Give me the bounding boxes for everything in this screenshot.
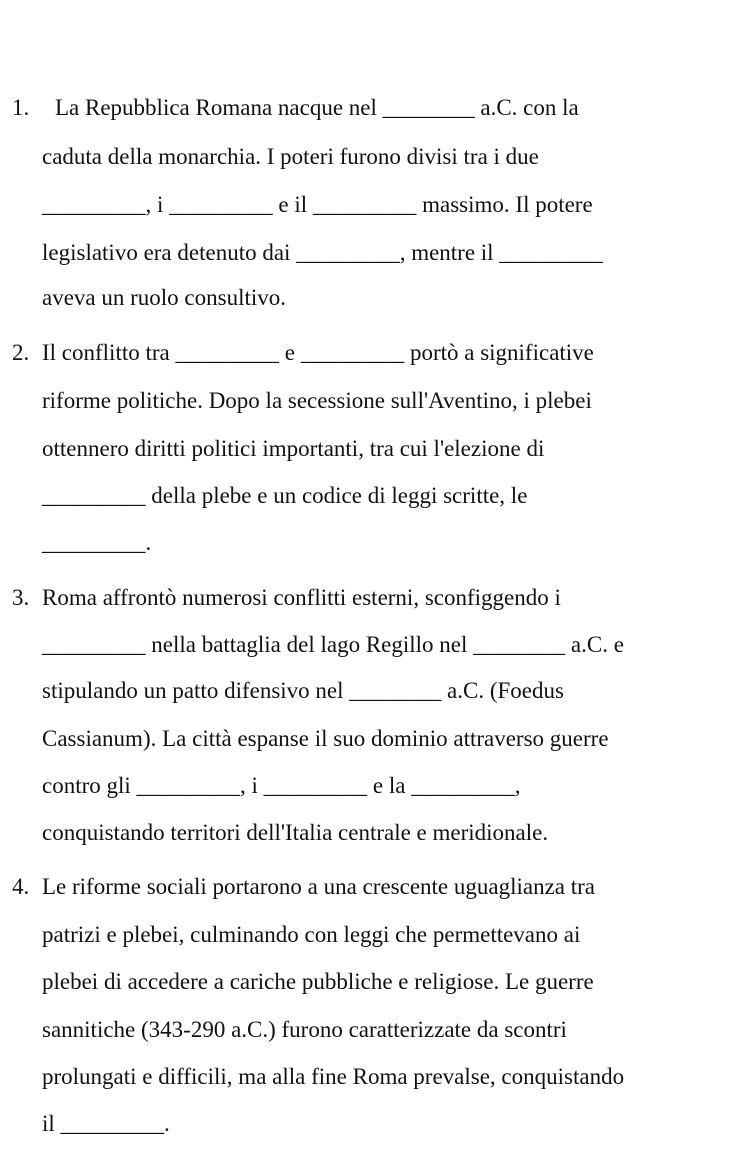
- item-line: caduta della monarchia. I poteri furono divisi tra i due: [42, 144, 539, 169]
- item-line: stipulando un patto difensivo nel ________ a.C. (Foedus: [42, 678, 564, 703]
- item-line: _________ della plebe e un codice di leggi scritte, le: [42, 483, 528, 508]
- item-line: contro gli _________, i _________ e la _________,: [42, 773, 521, 798]
- item-line: Roma affrontò numerosi conflitti esterni, sconfiggendo i: [42, 585, 561, 610]
- item-line: patrizi e plebei, culminando con leggi che permettevano ai: [42, 922, 581, 947]
- item-line: _________ nella battaglia del lago Regillo nel ________ a.C. e: [42, 632, 624, 657]
- item-line: prolungati e difficili, ma alla fine Roma prevalse, conquistando: [42, 1064, 625, 1089]
- item-line: _________, i _________ e il _________ massimo. Il potere: [42, 192, 593, 217]
- item-line: plebei di accedere a cariche pubbliche e religiose. Le guerre: [42, 969, 594, 994]
- item-number: 3.: [12, 585, 30, 610]
- item-line: Cassianum). La città espanse il suo dominio attraverso guerre: [42, 726, 609, 751]
- item-number: 1.: [12, 95, 30, 120]
- item-line: ottennero diritti politici importanti, tra cui l'elezione di: [42, 436, 545, 461]
- item-line: legislativo era detenuto dai _________, mentre il _________: [42, 240, 603, 265]
- item-line: Le riforme sociali portarono a una crescente uguaglianza tra: [42, 874, 596, 899]
- item-line: riforme politiche. Dopo la secessione sull'Aventino, i plebei: [42, 388, 592, 413]
- item-number: 2.: [12, 340, 30, 365]
- item-line: sannitiche (343-290 a.C.) furono caratterizzate da scontri: [42, 1017, 567, 1042]
- item-line: conquistando territori dell'Italia centrale e meridionale.: [42, 820, 549, 845]
- item-line: Il conflitto tra _________ e _________ portò a significative: [42, 340, 594, 365]
- item-line: il _________.: [42, 1111, 170, 1136]
- item-line: La Repubblica Romana nacque nel ________ a.C. con la: [55, 95, 579, 120]
- item-line: aveva un ruolo consultivo.: [42, 285, 287, 310]
- item-number: 4.: [12, 874, 30, 899]
- item-line: _________.: [42, 530, 152, 555]
